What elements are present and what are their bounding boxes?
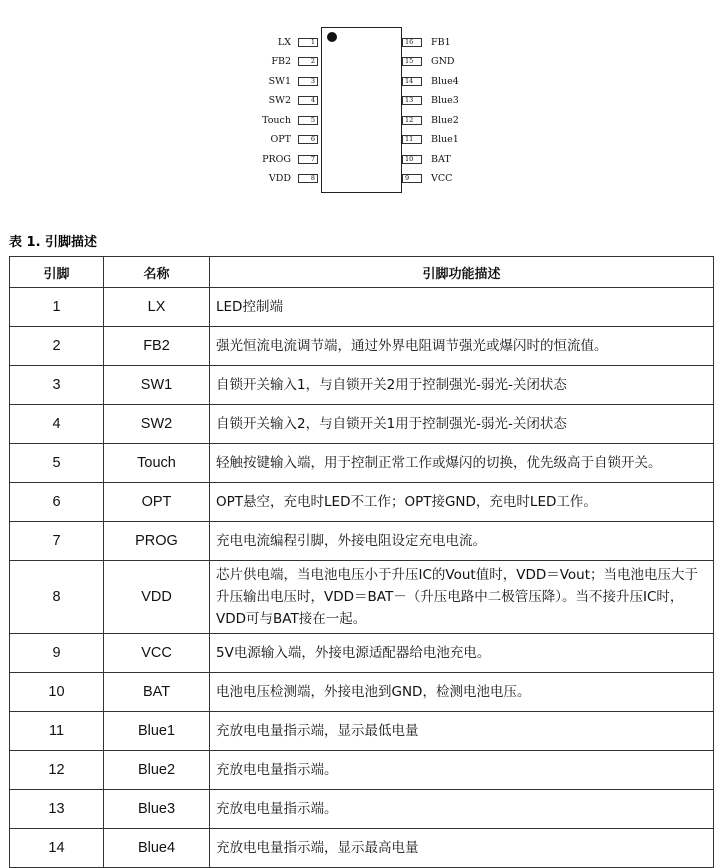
pin-box-right: 16 [402, 38, 422, 47]
table-header-row [10, 257, 714, 288]
pin-box-left: 3 [298, 77, 318, 86]
pin-label-right: Blue3 [431, 95, 459, 106]
pin-name-cell: Blue3 [104, 790, 210, 829]
pin-name-cell: BAT [104, 673, 210, 712]
pin-description-cell: 轻触按键输入端，用于控制正常工作或爆闪的切换，优先级高于自锁开关。 [210, 444, 714, 483]
pin-number-cell: 14 [10, 829, 104, 868]
table-row [10, 327, 714, 366]
pin-box-left: 8 [298, 174, 318, 183]
header-function: 引脚功能描述 [210, 257, 714, 288]
pin-name-cell: SW1 [104, 366, 210, 405]
pin-name-cell: VDD [104, 561, 210, 634]
pin-label-left: Touch [262, 115, 291, 126]
pin-description-cell: 充放电电量指示端。 [210, 790, 714, 829]
table-row [10, 790, 714, 829]
table-row [10, 288, 714, 327]
pin-description-cell: LED控制端 [210, 288, 714, 327]
pin-name-cell: Touch [104, 444, 210, 483]
pin-box-left: 5 [298, 116, 318, 125]
table-row [10, 483, 714, 522]
pin-name-cell: SW2 [104, 405, 210, 444]
pin-description-cell: 自锁开关输入2，与自锁开关1用于控制强光-弱光-关闭状态 [210, 405, 714, 444]
pin-box-right: 14 [402, 77, 422, 86]
pin-box-left: 4 [298, 96, 318, 105]
pin-description-cell: 充放电电量指示端，显示最低电量 [210, 712, 714, 751]
pin-number-cell: 6 [10, 483, 104, 522]
pin-label-left: SW2 [268, 95, 291, 106]
pin-label-left: FB2 [271, 56, 291, 67]
pin-description-cell: 电池电压检测端，外接电池到GND，检测电池电压。 [210, 673, 714, 712]
table-row [10, 829, 714, 868]
pin-box-right: 13 [402, 96, 422, 105]
pin-label-right: BAT [431, 154, 451, 165]
header-pin: 引脚 [10, 257, 104, 288]
pin-description-cell: OPT悬空，充电时LED不工作；OPT接GND，充电时LED工作。 [210, 483, 714, 522]
pin-number-cell: 5 [10, 444, 104, 483]
table-row [10, 561, 714, 634]
pin-box-right: 11 [402, 135, 422, 144]
table-row [10, 522, 714, 561]
pin-number-cell: 8 [10, 561, 104, 634]
pin-name-cell: Blue4 [104, 829, 210, 868]
pin-label-right: FB1 [431, 37, 451, 48]
pin-label-left: VDD [268, 173, 291, 184]
pin-number-cell: 12 [10, 751, 104, 790]
pin-name-cell: Blue1 [104, 712, 210, 751]
pin-label-right: Blue1 [431, 134, 459, 145]
pin-description-cell: 充放电电量指示端。 [210, 751, 714, 790]
pin-box-right: 10 [402, 155, 422, 164]
table-row [10, 751, 714, 790]
pin-box-right: 9 [402, 174, 422, 183]
pin1-marker-icon [327, 32, 337, 42]
pin-number-cell: 1 [10, 288, 104, 327]
pin-description-table [9, 256, 714, 868]
pin-description-cell: 充放电电量指示端，显示最高电量 [210, 829, 714, 868]
pin-number-cell: 13 [10, 790, 104, 829]
header-name: 名称 [104, 257, 210, 288]
pin-box-right: 15 [402, 57, 422, 66]
pin-box-left: 6 [298, 135, 318, 144]
table-row [10, 712, 714, 751]
pin-label-left: PROG [262, 154, 291, 165]
pin-description-cell: 5V电源输入端，外接电源适配器给电池充电。 [210, 634, 714, 673]
pin-name-cell: Blue2 [104, 751, 210, 790]
pin-number-cell: 11 [10, 712, 104, 751]
pin-number-cell: 9 [10, 634, 104, 673]
pin-description-cell: 强光恒流电流调节端，通过外界电阻调节强光或爆闪时的恒流值。 [210, 327, 714, 366]
pin-label-right: VCC [431, 173, 453, 184]
pin-name-cell: PROG [104, 522, 210, 561]
pin-box-left: 7 [298, 155, 318, 164]
pin-number-cell: 3 [10, 366, 104, 405]
table-row [10, 444, 714, 483]
pin-box-left: 1 [298, 38, 318, 47]
table-row [10, 405, 714, 444]
pin-name-cell: FB2 [104, 327, 210, 366]
pin-label-right: Blue4 [431, 76, 459, 87]
pin-label-right: GND [431, 56, 455, 67]
pin-name-cell: OPT [104, 483, 210, 522]
pin-number-cell: 7 [10, 522, 104, 561]
table-row [10, 634, 714, 673]
table-body [10, 288, 714, 868]
pin-number-cell: 10 [10, 673, 104, 712]
pin-box-left: 2 [298, 57, 318, 66]
pin-name-cell: VCC [104, 634, 210, 673]
ic-package-body [321, 27, 402, 193]
pin-label-left: SW1 [268, 76, 291, 87]
pin-label-right: Blue2 [431, 115, 459, 126]
pin-box-right: 12 [402, 116, 422, 125]
pin-description-cell: 自锁开关输入1，与自锁开关2用于控制强光-弱光-关闭状态 [210, 366, 714, 405]
pin-label-left: OPT [270, 134, 291, 145]
pin-number-cell: 2 [10, 327, 104, 366]
pin-description-cell: 芯片供电端，当电池电压小于升压IC的Vout值时，VDD＝Vout；当电池电压大于升压输出电压时，VDD＝BAT－（升压电路中二极管压降）。当不接升压IC时，VDD可与BAT接在一起。 [210, 561, 714, 634]
pin-description-cell: 充电电流编程引脚，外接电阻设定充电电流。 [210, 522, 714, 561]
table-row [10, 366, 714, 405]
pin-name-cell: LX [104, 288, 210, 327]
pin-number-cell: 4 [10, 405, 104, 444]
table-caption: 表 1. 引脚描述 [9, 235, 98, 250]
ic-pinout-diagram [0, 0, 721, 205]
pin-label-left: LX [277, 37, 291, 48]
table-row [10, 673, 714, 712]
